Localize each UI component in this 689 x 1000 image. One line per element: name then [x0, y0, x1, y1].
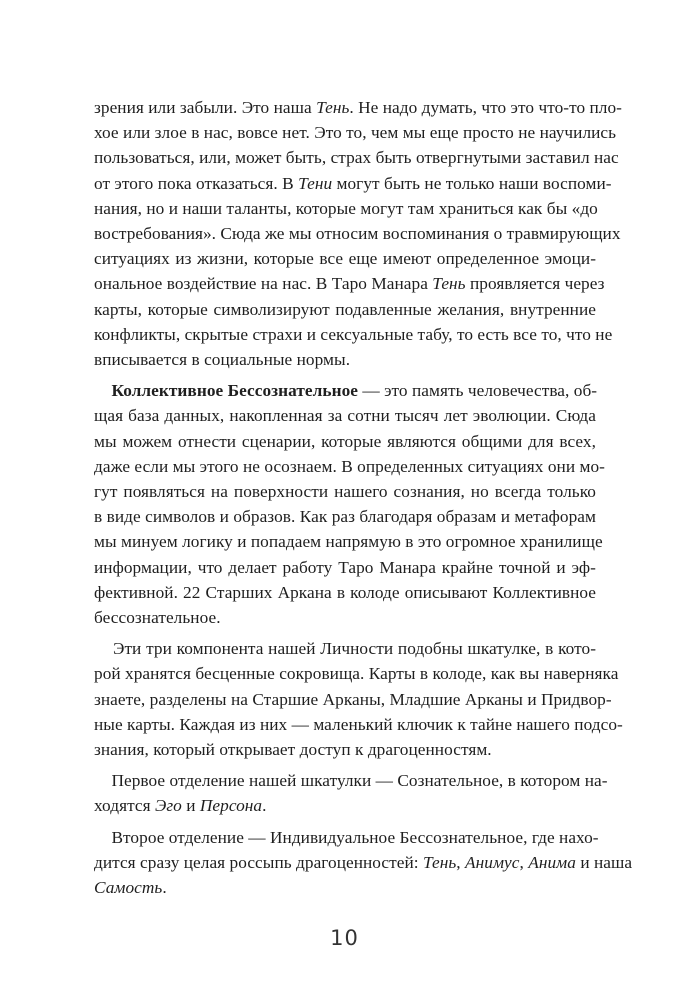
text-run: ходятся [94, 796, 155, 816]
text-run: могут быть не только наши воспоми- [332, 173, 612, 193]
text-line [94, 712, 623, 737]
text-line [94, 271, 605, 296]
text-run: востребования». Сюда же мы относим воспоминания о травмирующих [94, 224, 621, 244]
text-line [94, 246, 596, 271]
italic-term: Тень [432, 274, 466, 294]
text-line [94, 120, 617, 145]
italic-term: Тень [316, 98, 350, 117]
text-run: щая база данных, накопленная за сотни тысяч лет эволюции. Сюда [94, 406, 596, 426]
paragraph [94, 825, 633, 901]
italic-term: Тени [298, 173, 333, 193]
text-run: информации, что делает работу Таро Манара крайне точной и эф- [94, 557, 596, 577]
text-line [94, 378, 596, 403]
text-line [94, 297, 596, 322]
paragraph [94, 768, 608, 818]
text-line [94, 555, 596, 580]
text-run: Эти три компонента нашей Личности подобны шкатулке, в кото- [94, 639, 596, 659]
text-run: вписывается в социальные нормы. [94, 350, 351, 370]
text-line [94, 403, 596, 428]
text-run [94, 381, 111, 400]
text-run: бессознательное. [94, 608, 221, 628]
text-line [94, 196, 596, 221]
paragraph [94, 95, 622, 372]
text-run: , [519, 852, 529, 872]
text-line [94, 580, 596, 605]
text-run: гут появляться на поверхности нашего сознания, но всегда только [94, 482, 596, 502]
text-run: знания, который открывает доступ к драгоценностям. [94, 740, 492, 760]
text-run: мы минуем логику и попадаем напрямую в это огромное хранилище [94, 532, 603, 552]
paragraph [94, 636, 623, 762]
text-run: карты, которые символизируют подавленные желания, внутренние [94, 299, 596, 319]
italic-term: Эго [154, 796, 182, 816]
text-run: ситуациях из жизни, которые все еще имеют определенное эмоци- [94, 249, 596, 269]
text-line [94, 95, 622, 120]
italic-term: Тень [423, 852, 457, 872]
text-run: конфликты, скрытые страхи и сексуальные табу, то есть все то, что не [94, 324, 613, 344]
text-run: , [456, 852, 466, 872]
bold-term: Коллективное Бессознательное [111, 381, 358, 401]
text-line [94, 850, 633, 875]
text-run: нания, но и наши таланты, которые могут там храниться как бы «до [94, 198, 598, 218]
text-line [94, 171, 612, 196]
text-run: и наша [575, 852, 633, 872]
text-run: дится сразу целая россыпь драгоценностей: [94, 852, 423, 872]
text-line [94, 529, 603, 554]
text-run: даже если мы этого не осознаем. В определенных ситуациях они мо- [94, 456, 605, 476]
text-run: Второе отделение — Индивидуальное Бессознательное, где нахо- [94, 827, 599, 847]
italic-term: Персона [199, 796, 263, 816]
text-run: фективной. 22 Старших Аркана в колоде описывают Коллективное [94, 582, 596, 602]
page-number: 10 [330, 926, 359, 950]
text-line [94, 479, 596, 504]
text-run: знаете, разделены на Старшие Арканы, Младшие Арканы и Придвор- [94, 689, 612, 709]
italic-term: Самость [94, 878, 163, 898]
text-line [94, 347, 596, 372]
text-line [94, 429, 596, 454]
text-run: . Не надо думать, что это что-то пло- [349, 98, 622, 117]
text-line [94, 636, 596, 661]
text-run: мы можем отнести сценарии, которые являются общими для всех, [94, 431, 596, 451]
text-run: в виде символов и образов. Как раз благодаря образам и метафорам [94, 507, 596, 527]
text-run: проявляется через [465, 274, 605, 294]
text-line [94, 825, 599, 850]
text-line [94, 875, 596, 900]
text-line [94, 737, 596, 762]
text-run: хое или злое в нас, вовсе нет. Это то, чем мы еще просто не научились [94, 123, 617, 143]
text-line [94, 768, 608, 793]
page-body [94, 95, 633, 906]
text-line [94, 145, 619, 170]
text-run: ональное воздействие на нас. В Таро Манара [94, 274, 433, 294]
text-line [94, 661, 619, 686]
text-line [94, 322, 613, 347]
text-run: . [262, 796, 267, 816]
text-run: рой хранятся бесценные сокровища. Карты в колоде, как вы наверняка [94, 664, 619, 684]
italic-term: Анимус [465, 852, 520, 872]
text-line [94, 504, 596, 529]
text-run: ные карты. Каждая из них — маленький ключик к тайне нашего подсо- [94, 714, 623, 734]
text-run: — это память человечества, об- [358, 381, 598, 401]
text-run: зрения или забыли. Это наша [94, 98, 317, 117]
paragraph [94, 378, 605, 630]
text-run: от этого пока отказаться. В [94, 173, 299, 193]
text-run: . [162, 878, 167, 898]
text-line [94, 793, 596, 818]
text-line [94, 687, 612, 712]
text-line [94, 221, 621, 246]
text-line [94, 605, 596, 630]
text-run: пользоваться, или, может быть, страх быть отвергнутыми заставил нас [94, 148, 619, 168]
text-run: Первое отделение нашей шкатулки — Сознательное, в котором на- [94, 771, 608, 791]
italic-term: Анима [528, 852, 576, 872]
text-run: и [181, 796, 200, 816]
text-line [94, 454, 605, 479]
